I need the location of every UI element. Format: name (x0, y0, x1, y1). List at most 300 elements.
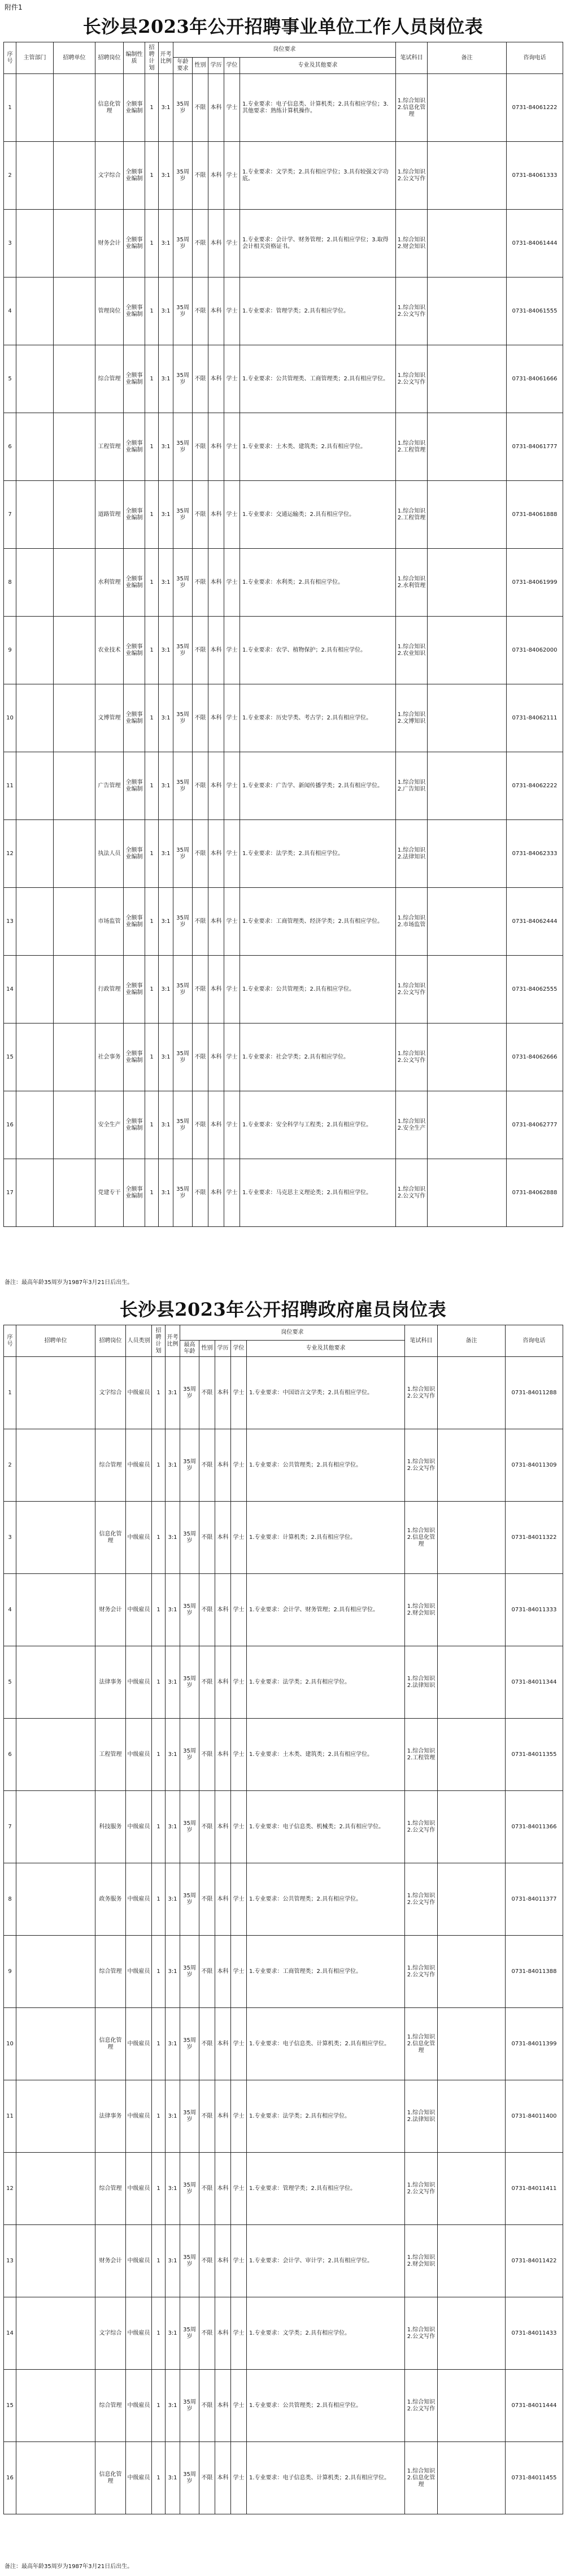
cell-notes (438, 2442, 506, 2514)
cell-post: 市场监管 (95, 888, 124, 956)
cell-unit (16, 1791, 95, 1863)
cell-count: 1 (145, 142, 159, 210)
cell-dept (16, 74, 54, 142)
cell-exam: 1.综合知识2.法律知识 (405, 1646, 438, 1719)
cell-degree: 本科 (215, 2153, 231, 2225)
header-seq: 序号 (4, 42, 16, 74)
cell-staff: 全额事业编制 (124, 142, 145, 210)
section-title-employees: 长沙县2023年公开招聘政府雇员岗位表 (119, 1299, 447, 1320)
footnote-employees: 备注：最高年龄35周岁为1987年3月21日后出生。 (5, 2564, 133, 2570)
cell-notes (428, 1159, 507, 1227)
cell-major: 1.专业要求：中国语言文学类；2.具有相应学位。 (247, 1357, 405, 1429)
cell-unit (54, 142, 95, 210)
header-notes: 备注 (428, 42, 507, 74)
cell-unit (54, 210, 95, 277)
cell-unit (54, 820, 95, 888)
header-unit: 招聘单位 (54, 42, 95, 74)
cell-post: 党建专干 (95, 1159, 124, 1227)
cell-dept (16, 345, 54, 413)
cell-notes (438, 2080, 506, 2153)
cell-age: 35周岁 (180, 1574, 199, 1646)
cell-major: 1.专业要求：电子信息类、计算机类；2.具有相应学位。 (247, 2442, 405, 2514)
cell-notes (428, 74, 507, 142)
cell-post: 农业技术 (95, 617, 124, 684)
cell-notes (428, 277, 507, 345)
cell-exam: 1.综合知识2.公文写作 (405, 1357, 438, 1429)
cell-major: 1.专业要求：农学、植物保护；2.具有相应学位。 (240, 617, 396, 684)
cell-gender: 不限 (193, 1024, 208, 1091)
cell-unit (16, 1719, 95, 1791)
cell-degree: 本科 (208, 1024, 224, 1091)
cell-exam: 1.综合知识2.信息化管理 (396, 74, 428, 142)
cell-phone: 0731-84011422 (506, 2225, 563, 2297)
cell-notes (438, 1357, 506, 1429)
cell-edu: 学士 (224, 684, 240, 752)
table-row (4, 549, 563, 617)
cell-degree: 本科 (208, 888, 224, 956)
cell-age: 35周岁 (180, 2442, 199, 2514)
cell-exam: 1.综合知识2.广告知识 (396, 752, 428, 820)
cell-post: 文字综合 (95, 1357, 126, 1429)
cell-edu: 学士 (231, 1429, 247, 1502)
cell-dept (16, 1159, 54, 1227)
cell-edu: 学士 (224, 413, 240, 481)
cell-notes (438, 1502, 506, 1574)
cell-exam: 1.综合知识2.公文写作 (396, 956, 428, 1024)
cell-degree: 本科 (208, 752, 224, 820)
cell-ratio: 3:1 (166, 1719, 180, 1791)
cell-age: 35周岁 (180, 1719, 199, 1791)
cell-edu: 学士 (224, 549, 240, 617)
cell-post: 法律事务 (95, 2080, 126, 2153)
cell-edu: 学士 (231, 1863, 247, 1936)
cell-post: 综合管理 (95, 345, 124, 413)
cell-post: 社会事务 (95, 1024, 124, 1091)
cell-degree: 本科 (208, 345, 224, 413)
cell-seq: 8 (4, 549, 16, 617)
header-dept: 主管部门 (16, 42, 54, 74)
cell-exam: 1.综合知识2.工程管理 (396, 481, 428, 549)
cell-degree: 本科 (208, 956, 224, 1024)
cell-type: 中级雇员 (126, 1574, 152, 1646)
cell-ratio: 3:1 (159, 1024, 173, 1091)
cell-degree: 本科 (208, 413, 224, 481)
cell-major: 1.专业要求：历史学类、考古学；2.具有相应学位。 (240, 684, 396, 752)
cell-gender: 不限 (193, 345, 208, 413)
cell-count: 1 (152, 1429, 166, 1502)
cell-degree: 本科 (215, 2008, 231, 2080)
cell-post: 执法人员 (95, 820, 124, 888)
cell-post: 广告管理 (95, 752, 124, 820)
header-ratio-2: 开考比例 (166, 1325, 180, 1357)
cell-age: 35周岁 (180, 2297, 199, 2370)
cell-notes (428, 956, 507, 1024)
cell-notes (428, 413, 507, 481)
cell-post: 财务会计 (95, 2225, 126, 2297)
cell-major: 1.专业要求：公共管理类、工商管理类；2.具有相应学位。 (240, 345, 396, 413)
header-age-2: 最高年龄 (180, 1341, 199, 1357)
cell-gender: 不限 (199, 2225, 215, 2297)
cell-degree: 本科 (215, 1429, 231, 1502)
cell-major: 1.专业要求：公共管理类；2.具有相应学位。 (247, 1863, 405, 1936)
cell-type: 中级雇员 (126, 1357, 152, 1429)
table-row (4, 277, 563, 345)
cell-phone: 0731-84011433 (506, 2297, 563, 2370)
cell-type: 中级雇员 (126, 1429, 152, 1502)
cell-post: 信息化管理 (95, 2442, 126, 2514)
header-count-2: 招聘计划 (152, 1325, 166, 1357)
cell-type: 中级雇员 (126, 1791, 152, 1863)
cell-phone: 0731-84011333 (506, 1574, 563, 1646)
cell-ratio: 3:1 (166, 1574, 180, 1646)
cell-edu: 学士 (231, 2297, 247, 2370)
cell-ratio: 3:1 (166, 1646, 180, 1719)
cell-ratio: 3:1 (159, 413, 173, 481)
cell-ratio: 3:1 (159, 549, 173, 617)
cell-gender: 不限 (199, 1936, 215, 2008)
cell-edu: 学士 (224, 142, 240, 210)
table-row (4, 345, 563, 413)
cell-exam: 1.综合知识2.公文写作 (396, 277, 428, 345)
cell-gender: 不限 (193, 210, 208, 277)
cell-degree: 本科 (208, 277, 224, 345)
cell-dept (16, 956, 54, 1024)
table-row (4, 1863, 563, 1936)
cell-degree: 本科 (208, 1159, 224, 1227)
cell-exam: 1.综合知识2.法律知识 (396, 820, 428, 888)
cell-major: 1.专业要求：公共管理类；2.具有相应学位。 (240, 956, 396, 1024)
cell-seq: 2 (4, 1429, 16, 1502)
cell-ratio: 3:1 (159, 888, 173, 956)
cell-exam: 1.综合知识2.农业知识 (396, 617, 428, 684)
cell-age: 35周岁 (173, 820, 193, 888)
cell-gender: 不限 (199, 1574, 215, 1646)
cell-ratio: 3:1 (166, 2442, 180, 2514)
cell-dept (16, 684, 54, 752)
cell-major: 1.专业要求：文学类；2.具有相应学位。 (247, 2297, 405, 2370)
table-row (4, 2008, 563, 2080)
cell-unit (16, 1574, 95, 1646)
header-post: 招聘岗位 (95, 42, 124, 74)
cell-count: 1 (145, 1091, 159, 1159)
cell-unit (54, 956, 95, 1024)
cell-gender: 不限 (199, 1863, 215, 1936)
cell-staff: 全额事业编制 (124, 1024, 145, 1091)
cell-unit (16, 2297, 95, 2370)
cell-count: 1 (152, 2153, 166, 2225)
cell-notes (438, 2008, 506, 2080)
cell-ratio: 3:1 (159, 617, 173, 684)
cell-gender: 不限 (199, 2153, 215, 2225)
cell-count: 1 (152, 1936, 166, 2008)
cell-major: 1.专业要求：水利类；2.具有相应学位。 (240, 549, 396, 617)
cell-age: 35周岁 (180, 1936, 199, 2008)
cell-notes (428, 481, 507, 549)
cell-phone: 0731-84061999 (507, 549, 563, 617)
cell-degree: 本科 (208, 142, 224, 210)
cell-major: 1.专业要求：土木类、建筑类；2.具有相应学位。 (240, 413, 396, 481)
table-row (4, 1646, 563, 1719)
cell-post: 政务服务 (95, 1863, 126, 1936)
header-edu-2: 学位 (231, 1341, 247, 1357)
cell-notes (438, 2370, 506, 2442)
attachment-label: 附件1 (5, 3, 23, 11)
cell-dept (16, 1024, 54, 1091)
table-row (4, 684, 563, 752)
cell-post: 综合管理 (95, 1429, 126, 1502)
header-exam: 笔试科目 (396, 42, 428, 74)
table-row (4, 956, 563, 1024)
section-employees (3, 1299, 563, 2514)
cell-gender: 不限 (193, 684, 208, 752)
cell-phone: 0731-84062000 (507, 617, 563, 684)
cell-unit (16, 2370, 95, 2442)
cell-phone: 0731-84011366 (506, 1791, 563, 1863)
cell-edu: 学士 (224, 820, 240, 888)
cell-seq: 15 (4, 2370, 16, 2442)
header-phone: 咨询电话 (507, 42, 563, 74)
table-row (4, 210, 563, 277)
table-row (4, 74, 563, 142)
cell-unit (54, 684, 95, 752)
table-row (4, 1159, 563, 1227)
cell-seq: 15 (4, 1024, 16, 1091)
cell-seq: 6 (4, 1719, 16, 1791)
cell-dept (16, 142, 54, 210)
cell-unit (54, 345, 95, 413)
cell-degree: 本科 (208, 684, 224, 752)
cell-age: 35周岁 (180, 2153, 199, 2225)
header-post-2: 招聘岗位 (95, 1325, 126, 1357)
cell-dept (16, 277, 54, 345)
cell-seq: 14 (4, 956, 16, 1024)
table-row (4, 2225, 563, 2297)
cell-type: 中级雇员 (126, 2370, 152, 2442)
cell-count: 1 (152, 1574, 166, 1646)
cell-notes (428, 888, 507, 956)
cell-ratio: 3:1 (159, 481, 173, 549)
cell-phone: 0731-84011400 (506, 2080, 563, 2153)
cell-notes (438, 1574, 506, 1646)
cell-phone: 0731-84011309 (506, 1429, 563, 1502)
cell-count: 1 (152, 1791, 166, 1863)
cell-count: 1 (145, 481, 159, 549)
cell-edu: 学士 (231, 2370, 247, 2442)
cell-dept (16, 617, 54, 684)
cell-unit (54, 74, 95, 142)
cell-unit (54, 549, 95, 617)
table-row (4, 1791, 563, 1863)
section-institutions (3, 16, 563, 1227)
cell-edu: 学士 (224, 481, 240, 549)
cell-post: 信息化管理 (95, 2008, 126, 2080)
cell-gender: 不限 (193, 752, 208, 820)
cell-seq: 6 (4, 413, 16, 481)
cell-degree: 本科 (215, 1791, 231, 1863)
cell-seq: 7 (4, 1791, 16, 1863)
cell-exam: 1.综合知识2.信息化管理 (405, 2442, 438, 2514)
cell-edu: 学士 (224, 956, 240, 1024)
cell-count: 1 (145, 74, 159, 142)
header-group: 岗位要求 (173, 42, 396, 58)
cell-unit (54, 888, 95, 956)
header-seq-2: 序号 (4, 1325, 16, 1357)
cell-notes (428, 1091, 507, 1159)
cell-phone: 0731-84062333 (507, 820, 563, 888)
cell-age: 35周岁 (180, 2225, 199, 2297)
cell-notes (438, 2297, 506, 2370)
table-row (4, 820, 563, 888)
cell-gender: 不限 (193, 820, 208, 888)
cell-edu: 学士 (224, 1091, 240, 1159)
cell-notes (438, 2225, 506, 2297)
cell-notes (428, 1024, 507, 1091)
cell-phone: 0731-84061555 (507, 277, 563, 345)
cell-age: 35周岁 (180, 1863, 199, 1936)
cell-phone: 0731-84062222 (507, 752, 563, 820)
header-gender: 性别 (193, 58, 208, 74)
cell-staff: 全额事业编制 (124, 481, 145, 549)
cell-exam: 1.综合知识2.公文写作 (405, 2370, 438, 2442)
cell-gender: 不限 (199, 1719, 215, 1791)
cell-seq: 3 (4, 210, 16, 277)
cell-post: 法律事务 (95, 1646, 126, 1719)
table-row (4, 1936, 563, 2008)
cell-unit (54, 413, 95, 481)
cell-exam: 1.综合知识2.公文写作 (405, 1936, 438, 2008)
header-exam-2: 笔试科目 (405, 1325, 438, 1357)
cell-seq: 3 (4, 1502, 16, 1574)
header-gender-2: 性别 (199, 1341, 215, 1357)
cell-ratio: 3:1 (166, 1502, 180, 1574)
cell-degree: 本科 (208, 210, 224, 277)
cell-count: 1 (145, 820, 159, 888)
cell-exam: 1.综合知识2.市场监管 (396, 888, 428, 956)
cell-degree: 本科 (215, 1574, 231, 1646)
cell-ratio: 3:1 (159, 1091, 173, 1159)
table-row (4, 1429, 563, 1502)
cell-major: 1.专业要求：法学类；2.具有相应学位。 (240, 820, 396, 888)
cell-seq: 12 (4, 820, 16, 888)
table-row (4, 888, 563, 956)
cell-major: 1.专业要求：文学类；2.具有相应学位；3.具有较强文字功底。 (240, 142, 396, 210)
cell-edu: 学士 (231, 1719, 247, 1791)
cell-phone: 0731-84011288 (506, 1357, 563, 1429)
cell-notes (438, 1429, 506, 1502)
cell-exam: 1.综合知识2.公文写作 (396, 345, 428, 413)
cell-gender: 不限 (199, 2008, 215, 2080)
cell-age: 35周岁 (173, 142, 193, 210)
cell-major: 1.专业要求：电子信息类、机械类；2.具有相应学位。 (247, 1791, 405, 1863)
cell-major: 1.专业要求：电子信息类、计算机类；2.具有相应学位；3.其他要求：熟练计算机操作。 (240, 74, 396, 142)
cell-count: 1 (152, 1646, 166, 1719)
cell-seq: 11 (4, 752, 16, 820)
cell-type: 中级雇员 (126, 1719, 152, 1791)
cell-phone: 0731-84062444 (507, 888, 563, 956)
cell-age: 35周岁 (173, 277, 193, 345)
cell-phone: 0731-84061888 (507, 481, 563, 549)
cell-seq: 10 (4, 684, 16, 752)
cell-count: 1 (145, 617, 159, 684)
cell-notes (428, 345, 507, 413)
cell-major: 1.专业要求：电子信息类、计算机类；2.具有相应学位。 (247, 2008, 405, 2080)
cell-age: 35周岁 (173, 1159, 193, 1227)
cell-dept (16, 549, 54, 617)
cell-unit (16, 1502, 95, 1574)
cell-exam: 1.综合知识2.公文写作 (405, 2297, 438, 2370)
cell-major: 1.专业要求：会计学、财务管理；2.具有相应学位；3.取得会计相关资格证书。 (240, 210, 396, 277)
cell-exam: 1.综合知识2.水利管理 (396, 549, 428, 617)
cell-notes (428, 752, 507, 820)
cell-ratio: 3:1 (159, 1159, 173, 1227)
cell-exam: 1.综合知识2.公文写作 (405, 1791, 438, 1863)
cell-degree: 本科 (208, 820, 224, 888)
cell-count: 1 (145, 413, 159, 481)
cell-staff: 全额事业编制 (124, 752, 145, 820)
cell-count: 1 (145, 277, 159, 345)
cell-phone: 0731-84011377 (506, 1863, 563, 1936)
cell-seq: 2 (4, 142, 16, 210)
cell-unit (16, 1357, 95, 1429)
cell-type: 中级雇员 (126, 1502, 152, 1574)
cell-gender: 不限 (199, 1502, 215, 1574)
table-row (4, 617, 563, 684)
cell-seq: 1 (4, 74, 16, 142)
cell-gender: 不限 (199, 2297, 215, 2370)
cell-age: 35周岁 (173, 956, 193, 1024)
cell-ratio: 3:1 (159, 74, 173, 142)
cell-exam: 1.综合知识2.公文写作 (396, 1159, 428, 1227)
cell-age: 35周岁 (173, 1091, 193, 1159)
cell-edu: 学士 (224, 345, 240, 413)
cell-unit (54, 277, 95, 345)
cell-gender: 不限 (193, 413, 208, 481)
cell-seq: 17 (4, 1159, 16, 1227)
cell-major: 1.专业要求：法学类；2.具有相应学位。 (247, 1646, 405, 1719)
cell-staff: 全额事业编制 (124, 956, 145, 1024)
cell-count: 1 (145, 752, 159, 820)
cell-phone: 0731-84011411 (506, 2153, 563, 2225)
cell-seq: 11 (4, 2080, 16, 2153)
cell-count: 1 (152, 1719, 166, 1791)
cell-post: 文字综合 (95, 2297, 126, 2370)
cell-notes (428, 617, 507, 684)
table-row (4, 1502, 563, 1574)
cell-unit (16, 2008, 95, 2080)
cell-phone: 0731-84011344 (506, 1646, 563, 1719)
cell-notes (428, 210, 507, 277)
cell-count: 1 (152, 1502, 166, 1574)
cell-ratio: 3:1 (159, 142, 173, 210)
cell-degree: 本科 (208, 549, 224, 617)
cell-edu: 学士 (231, 2153, 247, 2225)
cell-degree: 本科 (215, 1646, 231, 1719)
cell-age: 35周岁 (180, 1646, 199, 1719)
cell-major: 1.专业要求：公共管理类；2.具有相应学位。 (247, 2370, 405, 2442)
cell-notes (428, 684, 507, 752)
cell-edu: 学士 (224, 210, 240, 277)
cell-notes (438, 1936, 506, 2008)
cell-ratio: 3:1 (159, 820, 173, 888)
cell-ratio: 3:1 (166, 1429, 180, 1502)
cell-count: 1 (145, 210, 159, 277)
table-row (4, 1357, 563, 1429)
cell-unit (54, 752, 95, 820)
cell-ratio: 3:1 (166, 2370, 180, 2442)
section-title-institutions: 长沙县2023年公开招聘事业单位工作人员岗位表 (82, 16, 484, 37)
cell-post: 信息化管理 (95, 74, 124, 142)
cell-phone: 0731-84011322 (506, 1502, 563, 1574)
